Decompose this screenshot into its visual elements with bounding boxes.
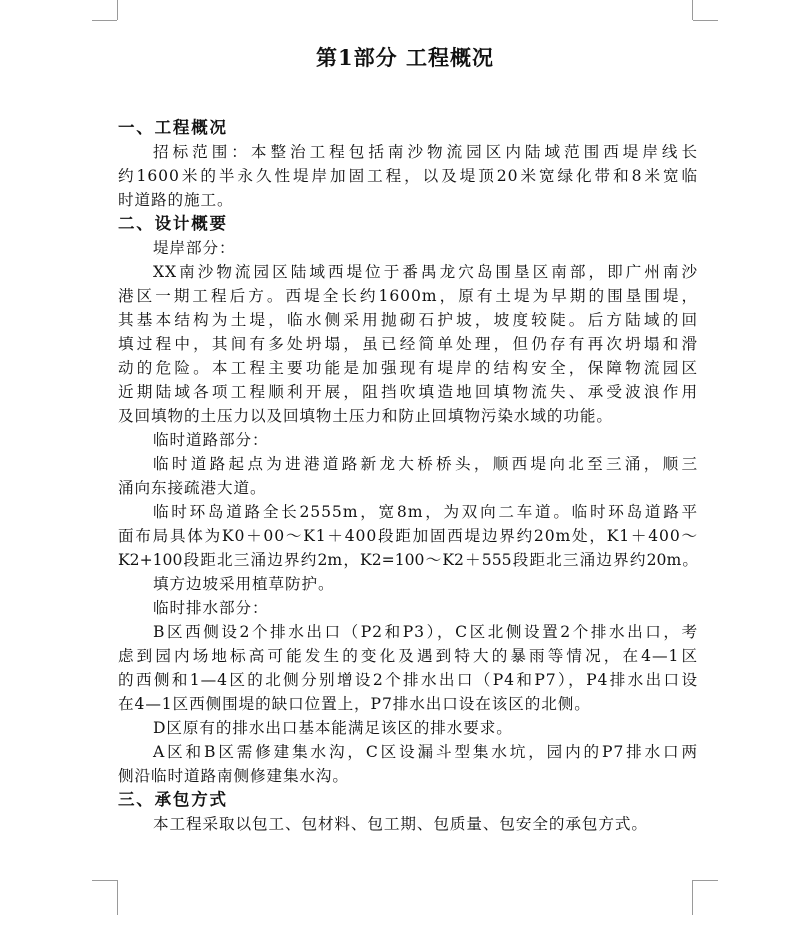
subheading-embankment: 堤岸部分： — [153, 239, 236, 257]
paragraph-line: A区和B区需修建集水沟，C区设漏斗型集水坑，园内的P7排水口两 — [153, 743, 698, 761]
section-heading-design: 二、设计概要 — [118, 214, 228, 233]
paragraph-line: 近期陆域各项工程顺利开展，阻挡吹填造地回填物流失、承受波浪作用 — [118, 383, 698, 401]
paragraph-line: 其基本结构为土堤，临水侧采用抛砌石护坡，坡度较陡。后方陆域的回 — [118, 311, 698, 329]
paragraph-line: 招标范围：本整治工程包括南沙物流园区内陆域范围西堤岸线长 — [153, 143, 698, 161]
paragraph-line: B区西侧设2个排水出口（P2和P3），C区北侧设置2个排水出口，考 — [153, 623, 698, 641]
crop-mark-top-right-vertical — [692, 0, 693, 20]
crop-mark-bottom-right-vertical — [692, 880, 693, 915]
paragraph-line: XX南沙物流园区陆域西堤位于番禺龙穴岛围垦区南部，即广州南沙 — [153, 263, 698, 281]
crop-mark-top-left-horizontal — [92, 20, 117, 21]
paragraph-line: 涌向东接疏港大道。 — [118, 479, 267, 497]
crop-mark-top-left-vertical — [117, 0, 118, 20]
paragraph-line: D区原有的排水出口基本能满足该区的排水要求。 — [153, 719, 513, 737]
paragraph-line: 临时环岛道路全长2555m，宽8m，为双向二车道。临时环岛道路平 — [153, 503, 698, 521]
crop-mark-bottom-right-horizontal — [693, 880, 718, 881]
paragraph-line: 约1600米的半永久性堤岸加固工程，以及堤顶20米宽绿化带和8米宽临 — [118, 167, 698, 185]
subheading-temporary-drainage: 临时排水部分： — [153, 599, 269, 617]
paragraph-line: 及回填物的土压力以及回填物土压力和防止回填物污染水域的功能。 — [118, 407, 613, 425]
paragraph-line: 虑到园内场地标高可能发生的变化及遇到特大的暴雨等情况，在4—1区 — [118, 647, 698, 665]
paragraph-line: 临时道路起点为进港道路新龙大桥桥头，顺西堤向北至三涌，顺三 — [153, 455, 698, 473]
crop-mark-top-right-horizontal — [693, 20, 718, 21]
document-body — [118, 116, 698, 836]
crop-mark-bottom-left-vertical — [117, 880, 118, 915]
paragraph-line: 侧沿临时道路南侧修建集水沟。 — [118, 767, 349, 785]
paragraph-line: 面布局具体为K0＋00～K1＋400段距加固西堤边界约20m处，K1＋400～ — [118, 527, 698, 545]
paragraph-line: 的西侧和1—4区的北侧分别增设2个排水出口（P4和P7），P4排水出口设 — [118, 671, 698, 689]
paragraph-line: 港区一期工程后方。西堤全长约1600m，原有土堤为早期的围垦围堤， — [118, 287, 698, 305]
section-heading-overview: 一、工程概况 — [118, 118, 228, 137]
page-title: 第1部分 工程概况 — [316, 45, 494, 70]
paragraph-line: 动的危险。本工程主要功能是加强现有堤岸的结构安全，保障物流园区 — [118, 359, 698, 377]
section-heading-contract: 三、承包方式 — [118, 790, 228, 809]
paragraph-line: 在4—1区西侧围堤的缺口位置上，P7排水出口设在该区的北侧。 — [118, 695, 591, 713]
paragraph-line: 时道路的施工。 — [118, 191, 234, 209]
subheading-temporary-road: 临时道路部分： — [153, 431, 269, 449]
paragraph-line: K2+100段距北三涌边界约2m，K2=100～K2＋555段距北三涌边界约20m。 — [118, 551, 698, 569]
paragraph-line: 填过程中，其间有多处坍塌，虽已经简单处理，但仍存有再次坍塌和滑 — [118, 335, 698, 353]
crop-mark-bottom-left-horizontal — [92, 880, 117, 881]
paragraph-line: 本工程采取以包工、包材料、包工期、包质量、包安全的承包方式。 — [153, 815, 648, 833]
paragraph-line: 填方边坡采用植草防护。 — [153, 575, 335, 593]
